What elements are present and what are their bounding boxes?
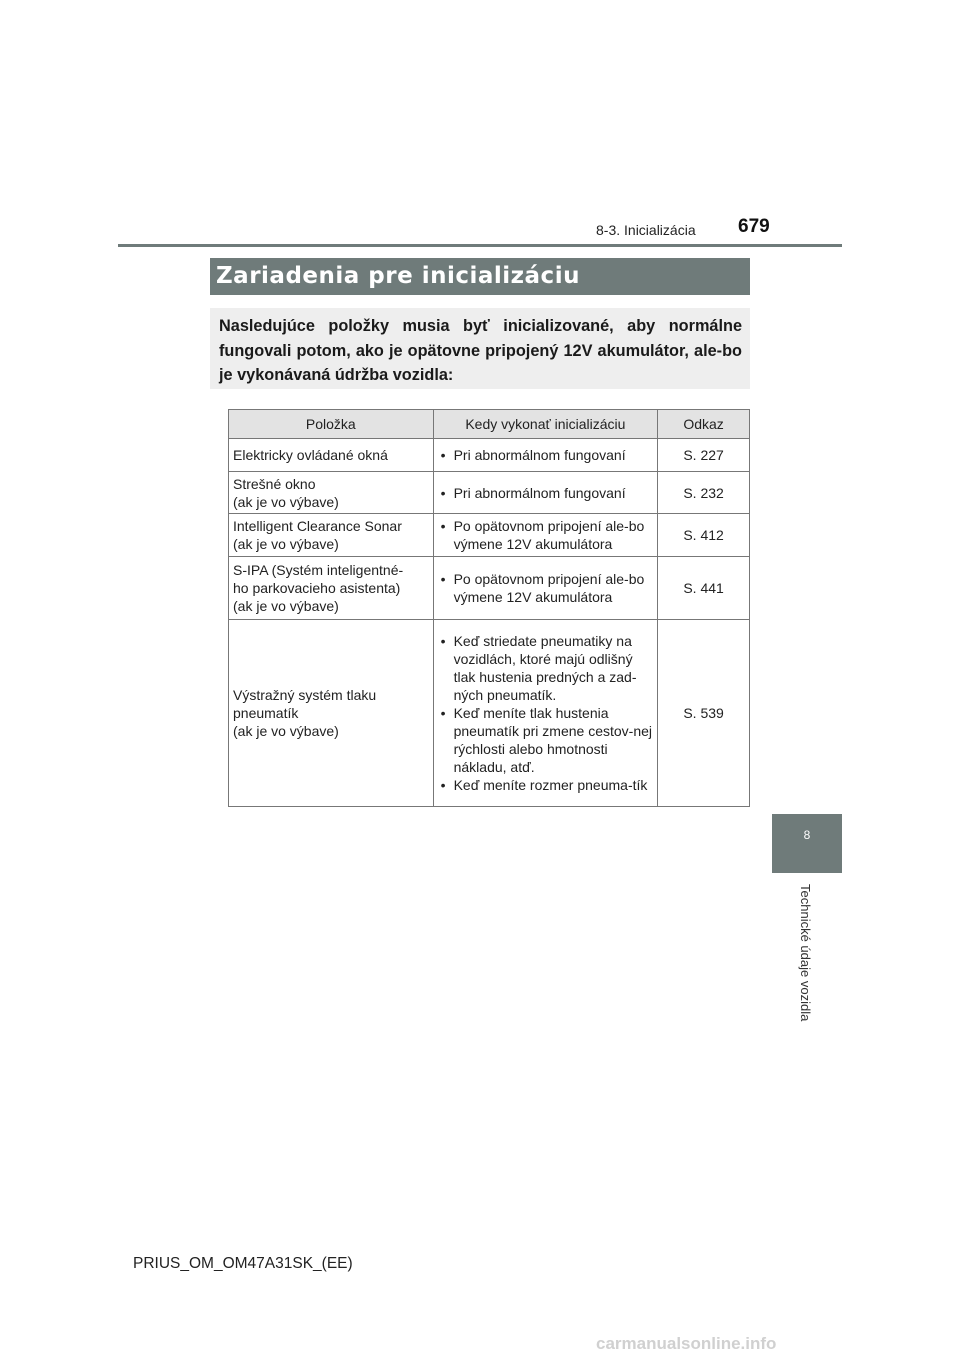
chapter-tab xyxy=(772,814,842,873)
reference-cell: S. 227 xyxy=(658,439,750,472)
when-cell xyxy=(433,472,658,514)
item-line: Strešné okno xyxy=(233,475,316,492)
bullet-item: • Pri abnormálnom fungovaní xyxy=(440,484,626,501)
table-row xyxy=(229,514,750,557)
item-line: (ak je vo výbave) xyxy=(233,723,339,739)
when-cell xyxy=(433,439,658,472)
item-line: Elektricky ovládané okná xyxy=(233,447,388,463)
item-line: Výstražný systém tlaku xyxy=(233,687,377,703)
table-row xyxy=(229,620,750,807)
chapter-label: Technické údaje vozidla xyxy=(798,884,813,1022)
item-cell xyxy=(229,620,434,807)
reference-cell: S. 412 xyxy=(658,514,750,557)
item-cell xyxy=(229,439,434,472)
watermark: carmanualsonline.info xyxy=(596,1334,777,1353)
document-code: PRIUS_OM_OM47A31SK_(EE) xyxy=(133,1255,353,1272)
page-number: 679 xyxy=(738,216,770,237)
bullet-item: • Keď meníte rozmer pneuma-tík xyxy=(440,777,648,793)
page-title: Zariadenia pre inicializáciu xyxy=(210,258,750,295)
table-row xyxy=(229,439,750,472)
table-row xyxy=(229,557,750,620)
intro-text: Nasledujúce položky musia byť inicializované, aby normálne fungovali potom, ako je opätovne pripojený 12V akumulátor, ale-bo je vykonávaná údržba vozidla: xyxy=(210,308,750,389)
reference-cell: S. 232 xyxy=(658,472,750,514)
reference-cell: S. 441 xyxy=(658,557,750,620)
bullet-item: • Pri abnormálnom fungovaní xyxy=(440,447,626,463)
item-line: pneumatík xyxy=(233,705,299,721)
item-cell xyxy=(229,514,434,557)
bullet-item: • Keď meníte tlak hustenia pneumatík pri zmene cestov-nej rýchlosti alebo hmotnosti nákladu, atď. xyxy=(440,705,653,775)
bullet-item: • Po opätovnom pripojení ale-bo výmene 12V akumulátora xyxy=(440,518,645,552)
reference-cell: S. 539 xyxy=(658,620,750,807)
when-cell xyxy=(433,557,658,620)
when-cell xyxy=(433,620,658,807)
table-header-row xyxy=(229,410,750,439)
when-cell xyxy=(433,514,658,557)
item-line: (ak je vo výbave) xyxy=(233,598,339,614)
item-line: ho parkovacieho asistenta) xyxy=(233,580,401,596)
column-header-reference: Odkaz xyxy=(658,410,750,439)
bullet-item: • Po opätovnom pripojení ale-bo výmene 12V akumulátora xyxy=(440,571,645,605)
column-header-item: Položka xyxy=(229,410,434,439)
item-line: S-IPA (Systém inteligentné- xyxy=(233,562,404,578)
item-line: Intelligent Clearance Sonar xyxy=(233,518,402,534)
initialization-table xyxy=(228,409,750,807)
item-cell xyxy=(229,472,434,514)
table-row xyxy=(229,472,750,514)
item-line: (ak je vo výbave) xyxy=(233,493,339,510)
bullet-item: • Keď striedate pneumatiky na vozidlách, ktoré majú odlišný tlak hustenia predných a zad-ných pneumatík. xyxy=(440,633,637,703)
item-line: (ak je vo výbave) xyxy=(233,536,339,552)
section-title: 8-3. Inicializácia xyxy=(596,222,696,238)
item-cell xyxy=(229,557,434,620)
column-header-when: Kedy vykonať inicializáciu xyxy=(433,410,658,439)
header-divider xyxy=(118,244,842,247)
chapter-number: 8 xyxy=(803,828,811,842)
